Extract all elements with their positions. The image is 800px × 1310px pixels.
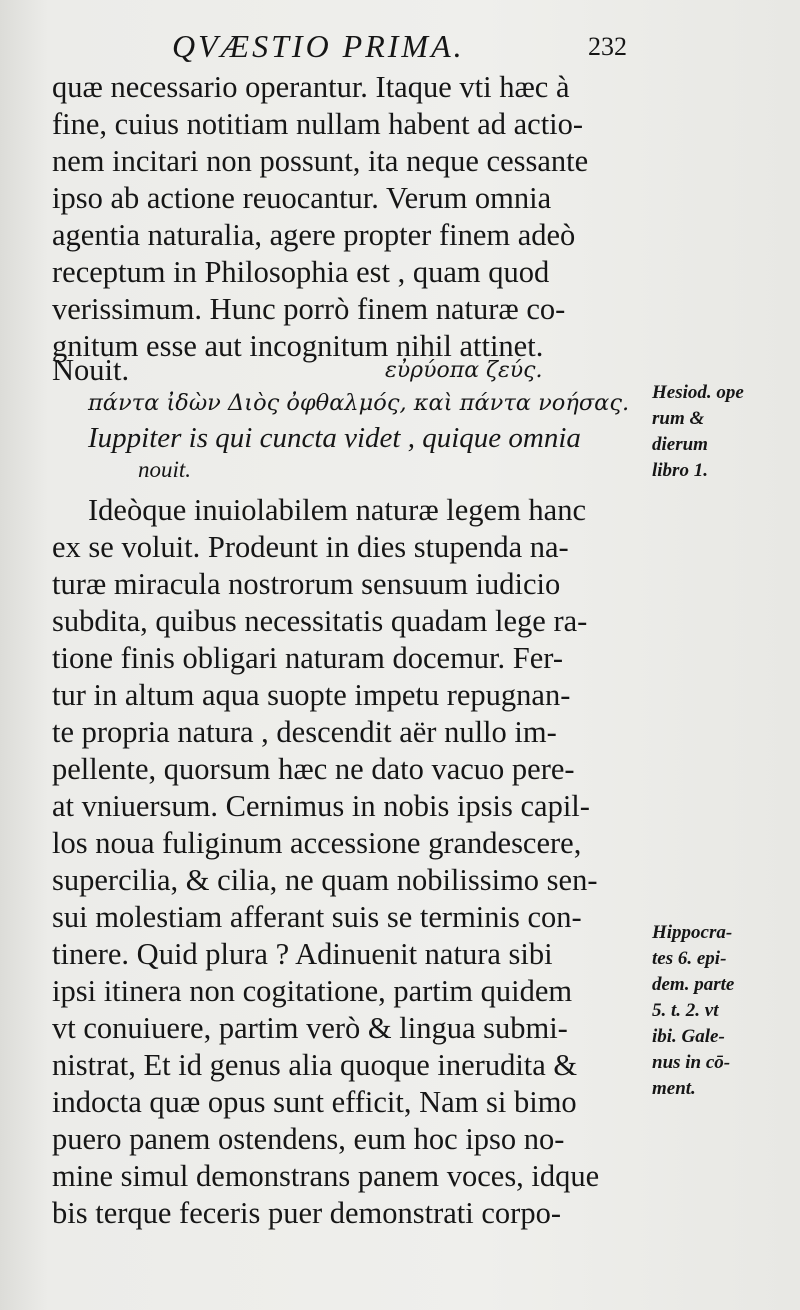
greek-epithet: εὐρύοπα ζεύς.	[385, 358, 543, 383]
margin-note-line: Hesiod. ope	[652, 382, 744, 403]
text-line: subdita, quibus necessitatis quadam lege ra-	[52, 604, 588, 638]
margin-note-line: libro 1.	[652, 460, 708, 481]
text-line: tinere. Quid plura ? Adinuenit natura sibi	[52, 937, 553, 971]
running-header	[0, 28, 800, 72]
text-line: Ideòque inuiolabilem naturæ legem hanc	[88, 493, 587, 527]
text-line: tur in altum aqua suopte impetu repugnan-	[52, 678, 571, 712]
text-line: ipsi itinera non cogitatione, partim quidem	[52, 974, 573, 1008]
text-line: sui molestiam afferant suis se terminis con-	[52, 900, 582, 934]
text-line: verissimum. Hunc porrò finem naturæ co-	[52, 292, 566, 326]
margin-note-hippocrates	[652, 920, 792, 1102]
text-line: mine simul demonstrans panem voces, idque	[52, 1159, 600, 1193]
text-line: bis terque feceris puer demonstrati corpo-	[52, 1196, 561, 1230]
greek-verse: πάντα ἰδὼν Διὸς ὀφθαλμός, καὶ πάντα νοήσας.	[88, 390, 630, 416]
text-line: ipso ab actione reuocantur. Verum omnia	[52, 181, 552, 215]
latin-verse-line: Iuppiter is qui cuncta videt , quique omnia	[88, 422, 581, 454]
margin-note-line: dierum	[652, 434, 708, 455]
text-line: agentia naturalia, agere propter finem adeò	[52, 218, 576, 252]
margin-note-line: rum &	[652, 408, 705, 429]
nouit-label: Nouit.	[52, 353, 130, 387]
text-line: nem incitari non possunt, ita neque cessante	[52, 144, 589, 178]
text-line: los noua fuliginum accessione grandescere,	[52, 826, 582, 860]
text-line: te propria natura , descendit aër nullo im-	[52, 715, 557, 749]
text-line: turæ miracula nostrorum sensuum iudicio	[52, 567, 561, 601]
text-line: tione finis obligari naturam docemur. Fer-	[52, 641, 563, 675]
text-line: vt conuiuere, partim verò & lingua submi-	[52, 1011, 568, 1045]
text-line: nistrat, Et id genus alia quoque inerudita &	[52, 1048, 578, 1082]
text-line: quæ necessario operantur. Itaque vti hæc à	[52, 70, 570, 104]
text-line: at vniuersum. Cernimus in nobis ipsis capil-	[52, 789, 590, 823]
text-line: supercilia, & cilia, ne quam nobilissimo sen-	[52, 863, 598, 897]
margin-note-line: 5. t. 2. vt	[652, 1000, 719, 1021]
text-line: puero panem ostendens, eum hoc ipso no-	[52, 1122, 565, 1156]
margin-note-line: Hippocra-	[652, 922, 733, 943]
text-line: receptum in Philosophia est , quam quod	[52, 255, 550, 289]
text-line: gnitum esse aut incognitum nihil attinet.	[52, 329, 544, 363]
latin-verse-line: nouit.	[138, 457, 192, 482]
text-line: ex se voluit. Prodeunt in dies stupenda na-	[52, 530, 569, 564]
page-number: 232	[588, 32, 627, 61]
running-title: QVÆSTIO PRIMA.	[172, 28, 465, 64]
margin-note-line: ment.	[652, 1078, 696, 1099]
margin-note-line: dem. parte	[652, 974, 735, 995]
text-line: fine, cuius notitiam nullam habent ad actio-	[52, 107, 584, 141]
text-line: indocta quæ opus sunt efficit, Nam si bimo	[52, 1085, 577, 1119]
text-line: pellente, quorsum hæc ne dato vacuo pere-	[52, 752, 575, 786]
margin-note-line: ibi. Gale-	[652, 1026, 725, 1047]
margin-note-line: nus in cō-	[652, 1052, 731, 1073]
margin-note-line: tes 6. epi-	[652, 948, 727, 969]
margin-note-hesiod	[652, 380, 792, 484]
